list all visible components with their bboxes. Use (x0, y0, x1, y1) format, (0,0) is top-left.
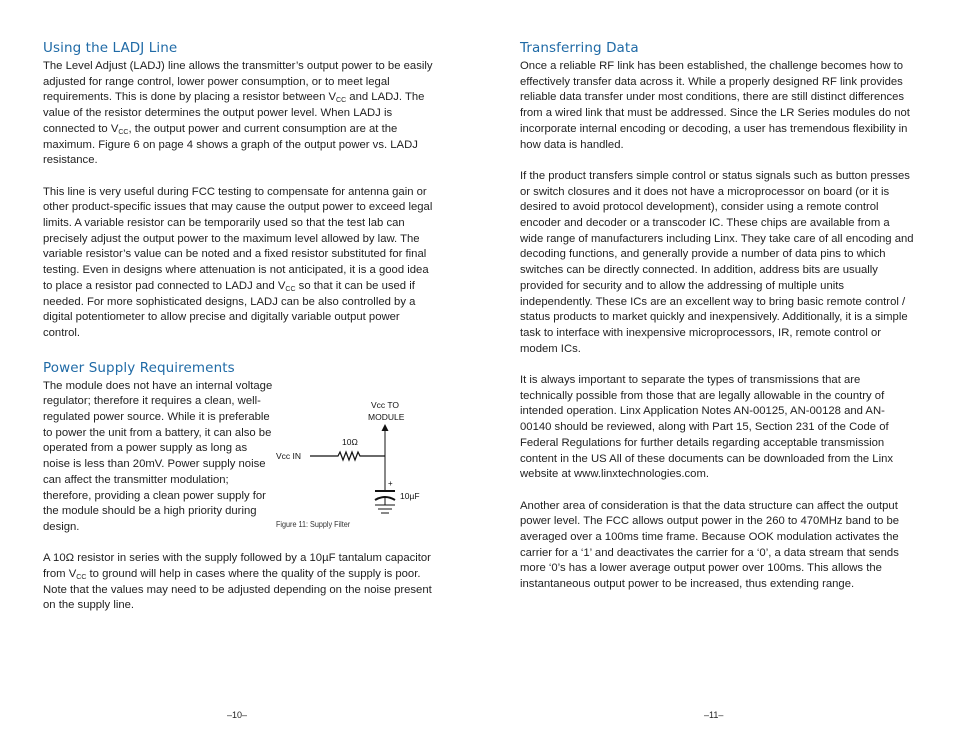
capacitor-value-label: 10µF (400, 490, 420, 501)
supply-filter-figure (276, 391, 446, 529)
ladj-p1-part-a: The Level Adjust (LADJ) line allows the transmitter’s output power to be easily adjusted for range control, lower power consumption, or to meet legal requirements. This is done by placing a resistor between V (43, 60, 433, 104)
ladj-paragraph-1 (43, 59, 438, 169)
right-page-column (520, 38, 915, 593)
power-paragraph-2 (43, 551, 438, 614)
ladj-p2-part-b: so that it can be used if needed. For more sophisticated designs, LADJ can be also controlled by a digital potentiometer to allow precise and digitally variable output power control. (43, 279, 416, 339)
arrow-up-icon (382, 424, 389, 431)
vcc-subscript: CC (76, 574, 87, 582)
power-supply-section (43, 379, 438, 615)
page-number-right: –11– (704, 710, 724, 720)
supply-filter-schematic (276, 391, 446, 519)
module-label: MODULE (368, 411, 405, 422)
figure-caption: Figure 11: Supply Filter (276, 518, 351, 529)
transfer-paragraph-3: It is always important to separate the types of transmissions that are technically possible from those that are legally allowable in the country of intended operation. Linx Application Notes AN-00125, AN-00128 and AN-00140 should be reviewed, along with Part 15, Section 231 of the Code of Federal Regulations for further details regarding acceptable transmission content in the US All of these documents can be downloaded from the Linx website at www.linxtechnologies.com. (520, 374, 894, 481)
vcc-to-label: Vcc TO (371, 399, 400, 410)
ladj-p1-part-b: and LADJ. The value of the resistor determines the output power level. When LADJ is connected to V (43, 91, 425, 135)
ladj-heading: Using the LADJ Line (43, 40, 178, 56)
vcc-subscript: CC (285, 285, 296, 293)
capacitor-plus-label: + (388, 478, 393, 488)
transferring-data-heading: Transferring Data (520, 40, 639, 56)
transfer-paragraph-4: Another area of consideration is that the data structure can affect the output power level. The FCC allows output power in the 260 to 470MHz band to be averaged over a 100ms time frame. Because OOK modulation activates the carrier for a ‘1’ and deactivates the carrier for a ‘0’, a data stream that sends more ‘0’s has a lower average output power over 100ms. This allows the instantaneous output power to be increased, thus extending range. (520, 499, 900, 591)
transfer-paragraph-2: If the product transfers simple control or status signals such as button presses or switch closures and it does not have a microprocessor on board (or it is desired to avoid protocol development), consider using a remote control encoder and decoder or a transcoder IC. These chips are available from a wide range of manufacturers including Linx. They take care of all encoding and decoding functions, and generally provide a number of data pins to which switches can be directly connected. In addition, address bits are usually provided for security and to allow the addressing of multiple units independently. These ICs are an excellent way to bring basic remote control / status products to market quickly and inexpensively. Additionally, it is a simple task to interface with inexpensive microprocessors, IR, remote control or modem ICs. (520, 169, 914, 355)
vcc-in-label: Vcc IN (276, 450, 302, 461)
page-number-left: –10– (227, 710, 248, 720)
vcc-subscript: CC (118, 128, 129, 136)
left-page-column (43, 38, 438, 614)
ladj-paragraph-2 (43, 185, 438, 342)
power-p2-part-b: to ground will help in cases where the quality of the supply is poor. Note that the values may need to be adjusted depending on the noise present on the supply line. (43, 568, 432, 612)
resistor-symbol (310, 452, 385, 460)
resistor-value-label: 10Ω (342, 436, 358, 447)
vcc-subscript: CC (336, 97, 347, 105)
power-supply-heading: Power Supply Requirements (43, 359, 235, 376)
ladj-p1-part-c: , the output power and current consumption are at the maximum. Figure 6 on page 4 shows a graph of the output power vs. LADJ resistance. (43, 122, 418, 167)
transfer-paragraph-1: Once a reliable RF link has been established, the challenge becomes how to effectively transfer data across it. While a properly designed RF link provides reliable data transfer under most conditions, there are still distinct differences from a wired link that must be addressed. Since the LR Series modules do not incorporate internal encoding or decoding, a user has tremendous flexibility in how data is handled. (520, 60, 910, 151)
power-paragraph-1: The module does not have an internal voltage regulator; therefore it requires a clean, well-regulated power source. While it is preferable to power the unit from a battery, it can also be operated from a power supply as long as noise is less than 20mV. Power supply noise can affect the transmitter modulation; therefore, providing a clean power supply for the module should be a high priority during design. (43, 379, 273, 533)
power-p2-part-a: A 10Ω resistor in series with the supply followed by a 10µF tantalum capacitor from V (43, 552, 431, 581)
ladj-p2-part-a: This line is very useful during FCC testing to compensate for antenna gain or other product-specific issues that may cause the output power to exceed legal limits. A variable resistor can be temporarily used so that the test lab can precisely adjust the output power to the maximum level allowed by law. The variable resistor’s value can be noted and a fixed resistor substituted for final testing. Even in designs where attenuation is not anticipated, it is a good idea to place a resistor pad connected to LADJ and V (43, 185, 433, 292)
